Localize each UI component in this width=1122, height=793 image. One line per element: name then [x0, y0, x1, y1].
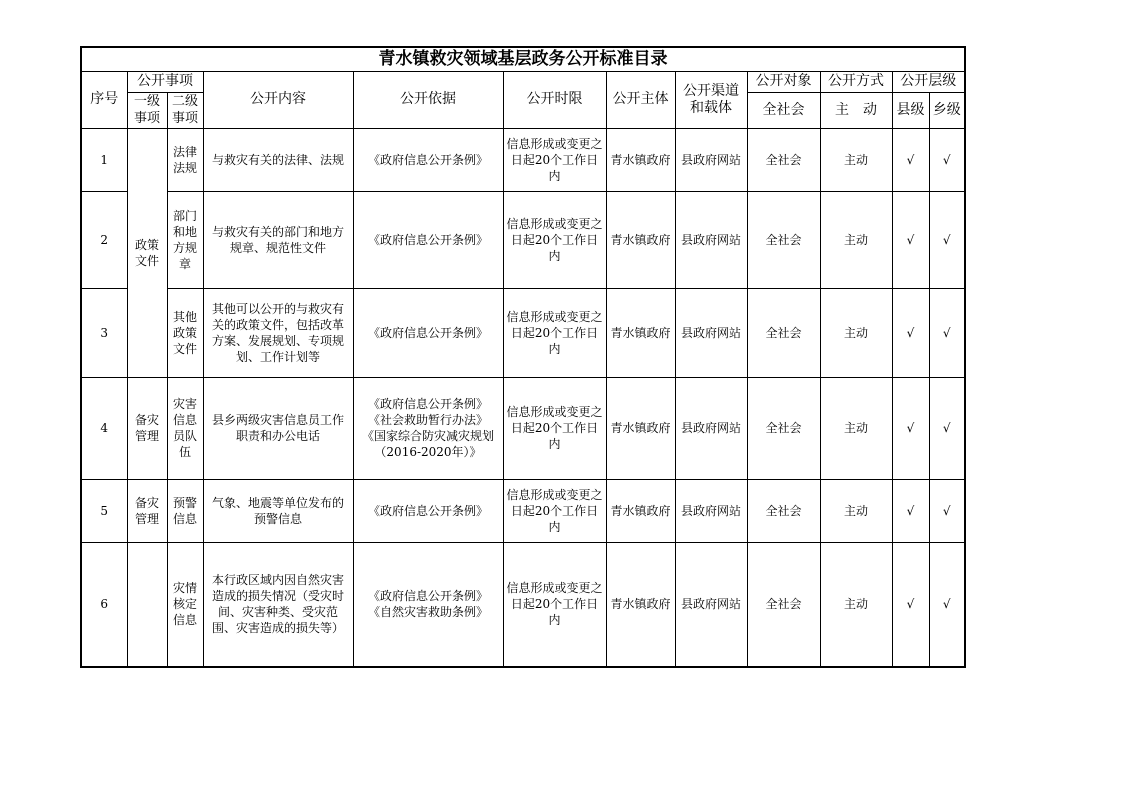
- seq-cell: 4: [81, 377, 127, 479]
- time-cell: 信息形成或变更之日起20个工作日内: [503, 288, 606, 377]
- table-row: [81, 288, 965, 377]
- basis-cell: 《政府信息公开条例》: [353, 288, 503, 377]
- subject-cell: 青水镇政府: [606, 377, 675, 479]
- header-level1: 一级事项: [127, 92, 167, 128]
- channel-cell: 县政府网站: [675, 377, 747, 479]
- level2-cell: 法律法规: [167, 128, 203, 191]
- header-tier-group: 公开层级: [892, 71, 965, 92]
- header-basis: 公开依据: [353, 71, 503, 128]
- level2-cell: 灾情核定信息: [167, 542, 203, 667]
- content-cell: 与救灾有关的部门和地方规章、规范性文件: [203, 191, 353, 288]
- basis-cell: 《政府信息公开条例》 《自然灾害救助条例》: [353, 542, 503, 667]
- seq-cell: 3: [81, 288, 127, 377]
- seq-cell: 5: [81, 479, 127, 542]
- mode-cell: 主动: [820, 191, 892, 288]
- header-channel: 公开渠道和载体: [675, 71, 747, 128]
- table-title: 青水镇救灾领域基层政务公开标准目录: [81, 47, 965, 71]
- mode-cell: 主动: [820, 288, 892, 377]
- header-subject: 公开主体: [606, 71, 675, 128]
- table-row: [81, 479, 965, 542]
- county-check-cell: √: [892, 191, 929, 288]
- content-cell: 县乡两级灾害信息员工作职责和办公电话: [203, 377, 353, 479]
- target-cell: 全社会: [747, 377, 820, 479]
- county-check-cell: √: [892, 542, 929, 667]
- subject-cell: 青水镇政府: [606, 542, 675, 667]
- level2-cell: 其他政策文件: [167, 288, 203, 377]
- channel-cell: 县政府网站: [675, 479, 747, 542]
- header-item-group: 公开事项: [127, 71, 203, 92]
- time-cell: 信息形成或变更之日起20个工作日内: [503, 128, 606, 191]
- level1-cell: 备灾管理: [127, 479, 167, 542]
- table-row: [81, 128, 965, 191]
- content-cell: 与救灾有关的法律、法规: [203, 128, 353, 191]
- content-cell: 气象、地震等单位发布的预警信息: [203, 479, 353, 542]
- content-cell: 其他可以公开的与救灾有关的政策文件，包括改革方案、发展规划、专项规划、工作计划等: [203, 288, 353, 377]
- level2-cell: 预警信息: [167, 479, 203, 542]
- seq-cell: 2: [81, 191, 127, 288]
- basis-cell: 《政府信息公开条例》: [353, 191, 503, 288]
- table-row: [81, 542, 965, 667]
- level2-cell: 部门和地方规章: [167, 191, 203, 288]
- time-cell: 信息形成或变更之日起20个工作日内: [503, 542, 606, 667]
- header-target-all: 全社会: [747, 92, 820, 128]
- title-row: [81, 47, 965, 71]
- county-check-cell: √: [892, 377, 929, 479]
- mode-cell: 主动: [820, 542, 892, 667]
- channel-cell: 县政府网站: [675, 128, 747, 191]
- town-check-cell: √: [929, 288, 965, 377]
- mode-cell: 主动: [820, 128, 892, 191]
- table-row: [81, 377, 965, 479]
- seq-cell: 1: [81, 128, 127, 191]
- county-check-cell: √: [892, 128, 929, 191]
- header-target-group: 公开对象: [747, 71, 820, 92]
- level1-cell: 备灾管理: [127, 377, 167, 479]
- header-seq: 序号: [81, 71, 127, 128]
- target-cell: 全社会: [747, 542, 820, 667]
- level1-cell: [127, 542, 167, 667]
- subject-cell: 青水镇政府: [606, 191, 675, 288]
- time-cell: 信息形成或变更之日起20个工作日内: [503, 377, 606, 479]
- level2-cell: 灾害信息员队伍: [167, 377, 203, 479]
- town-check-cell: √: [929, 128, 965, 191]
- town-check-cell: √: [929, 479, 965, 542]
- subject-cell: 青水镇政府: [606, 479, 675, 542]
- header-time: 公开时限: [503, 71, 606, 128]
- disaster-relief-disclosure-table: [80, 46, 966, 668]
- time-cell: 信息形成或变更之日起20个工作日内: [503, 479, 606, 542]
- target-cell: 全社会: [747, 128, 820, 191]
- target-cell: 全社会: [747, 288, 820, 377]
- level1-cell: 政策文件: [127, 128, 167, 377]
- target-cell: 全社会: [747, 479, 820, 542]
- channel-cell: 县政府网站: [675, 191, 747, 288]
- town-check-cell: √: [929, 542, 965, 667]
- header-tier-county: 县级: [892, 92, 929, 128]
- header-content: 公开内容: [203, 71, 353, 128]
- channel-cell: 县政府网站: [675, 542, 747, 667]
- subject-cell: 青水镇政府: [606, 288, 675, 377]
- mode-cell: 主动: [820, 377, 892, 479]
- header-mode-group: 公开方式: [820, 71, 892, 92]
- target-cell: 全社会: [747, 191, 820, 288]
- county-check-cell: √: [892, 479, 929, 542]
- content-cell: 本行政区域内因自然灾害造成的损失情况（受灾时间、灾害种类、受灾范围、灾害造成的损失等）: [203, 542, 353, 667]
- county-check-cell: √: [892, 288, 929, 377]
- subject-cell: 青水镇政府: [606, 128, 675, 191]
- mode-cell: 主动: [820, 479, 892, 542]
- header-row-1: [81, 71, 965, 92]
- header-mode-active: 主 动: [820, 92, 892, 128]
- header-tier-town: 乡级: [929, 92, 965, 128]
- header-level2: 二级事项: [167, 92, 203, 128]
- basis-cell: 《政府信息公开条例》 《社会救助暂行办法》 《国家综合防灾减灾规划（2016-2020年）》: [353, 377, 503, 479]
- channel-cell: 县政府网站: [675, 288, 747, 377]
- town-check-cell: √: [929, 191, 965, 288]
- basis-cell: 《政府信息公开条例》: [353, 479, 503, 542]
- table-row: [81, 191, 965, 288]
- time-cell: 信息形成或变更之日起20个工作日内: [503, 191, 606, 288]
- seq-cell: 6: [81, 542, 127, 667]
- town-check-cell: √: [929, 377, 965, 479]
- basis-cell: 《政府信息公开条例》: [353, 128, 503, 191]
